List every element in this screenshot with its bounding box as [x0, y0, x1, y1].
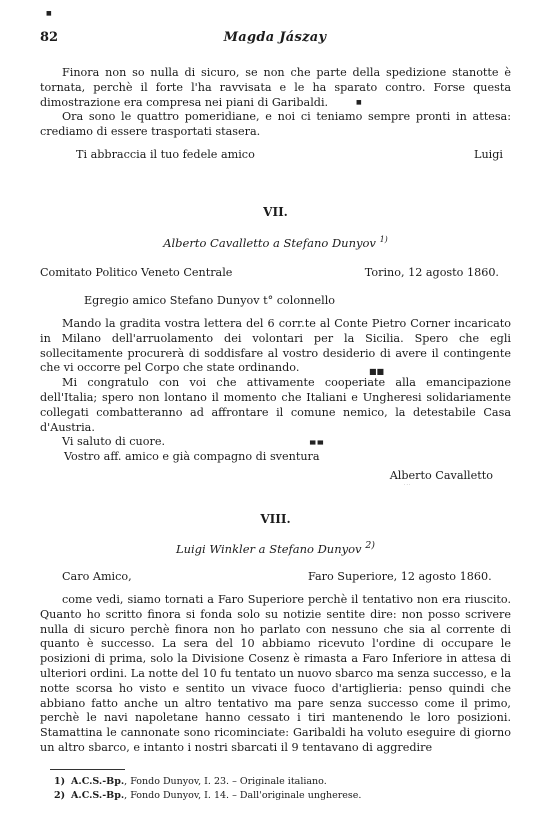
place-date: Faro Superiore, 12 agosto 1860. [308, 570, 492, 584]
signature: Luigi [474, 147, 503, 161]
closing-text: Ti abbraccia il tuo fedele amico [76, 147, 255, 161]
page-header [40, 30, 510, 48]
section-number: VII. [263, 204, 288, 219]
letter-vii [40, 205, 511, 484]
place-date: Torino, 12 agosto 1860. [364, 266, 499, 280]
footnote-number: 2) [54, 790, 66, 801]
paragraph: Finora non so nulla di sicuro, se non che parte della spedizione stanotte è tornata, perchè il forte l'ha ravvisata e le ha sparato contro. Forse questa dimostrazione era compresa nei piani di Garibaldi. [40, 66, 511, 109]
letter-previous [40, 66, 511, 163]
salutation: Egregio amico Stefano Dunyov t° colonnello [84, 294, 336, 308]
section-number: VIII. [260, 511, 291, 526]
sender-organization: Comitato Politico Veneto Centrale [40, 266, 233, 280]
paragraph: Ora sono le quattro pomeridiane, e noi ci teniamo sempre pronti in attesa: crediamo di essere trasportati stasera. [40, 110, 511, 139]
footnote-text: , Fondo Dunyov, I. 14. – Dall'originale ungherese. [124, 790, 362, 801]
salutation: Caro Amico, [62, 570, 132, 584]
scan-speck: ■ [356, 99, 362, 106]
scan-speck: ■■ [369, 367, 385, 376]
place-date-row [40, 570, 511, 585]
footnote-text: , Fondo Dunyov, I. 23. – Originale italiano. [124, 776, 327, 787]
scan-speck: ▀ ▀ [310, 441, 323, 449]
letter-viii [40, 512, 511, 756]
footnote [54, 789, 361, 803]
paragraph: Mi congratulo con voi che attivamente cooperiate alla emancipazione dell'Italia; spero non lontano il momento che Italiani e Ungheresi solidariamente collegati combatteranno ad affrontare il comune nemico, la detestabile Casa d'Austria. [40, 376, 511, 434]
closing-row [40, 148, 511, 163]
footnote-number: 1) [54, 776, 66, 787]
section-title-text: Alberto Cavalletto a Stefano Dunyov [163, 235, 376, 250]
page-content [40, 66, 511, 756]
footnote-archive: A.C.S.-Bp. [71, 776, 125, 787]
footnote-archive: A.C.S.-Bp. [71, 790, 125, 801]
section-title-text: Luigi Winkler a Stefano Dunyov [175, 541, 362, 556]
signature: Alberto Cavalletto [389, 468, 493, 482]
section-title [40, 236, 511, 251]
section-title [40, 539, 511, 557]
page-number: 82 [40, 30, 59, 45]
running-title: Magda Jászay [223, 30, 327, 45]
footnote-ref: 2) [365, 539, 376, 551]
footnote-divider [50, 769, 125, 770]
footnotes [54, 775, 361, 803]
paragraph: come vedi, siamo tornati a Faro Superiore perchè il tentativo non era riuscito. Quanto ho scritto finora si fonda solo su notizie sentite dire: non posso scrivere nulla di sicuro perchè finora non ho parlato con nessuno che sia al corrente di quanto è successo. La sera del 10 abbiamo ricevuto l'ordine di occupare le posizioni di prima, solo la Divisione Cosenz è rimasta a Faro Inferiore in attesa di ulteriori ordini. La notte del 10 fu tentato un nuovo sbarco ma senza successo, e la notte scorsa ho visto e sentito un vivace fuoco d'artiglieria: penso quindi che abbiano fatto anche un altro tentativo ma pare senza successo come il primo, perchè le navi napoletane hanno cessato i tiri mantenendo le loro posizioni. Stamattina le cannonate sono ricominciate: Garibaldi ha voluto eseguire di giorno un altro sbarco, e intanto i nostri sbarcati il 9 tentavano di aggredire [40, 592, 511, 754]
scan-speck: · · · [404, 482, 411, 487]
paragraph: Mando la gradita vostra lettera del 6 corr.te al Conte Pietro Corner incaricato in Milano dell'arruolamento dei volontari per la Sicilia. Spero che egli sollecitamente procurerà di soddisfare al vostro desiderio di avere il contingente che vi occorre pel Corpo che state ordinando. [40, 316, 511, 375]
closing-text: Vi saluto di cuore. [62, 435, 166, 449]
footnote [54, 775, 361, 789]
place-date-row [40, 266, 511, 281]
closing-text: Vostro aff. amico e già compagno di sventura [64, 450, 320, 464]
scan-speck: ■ [46, 10, 52, 17]
footnote-ref: 1) [379, 234, 388, 244]
